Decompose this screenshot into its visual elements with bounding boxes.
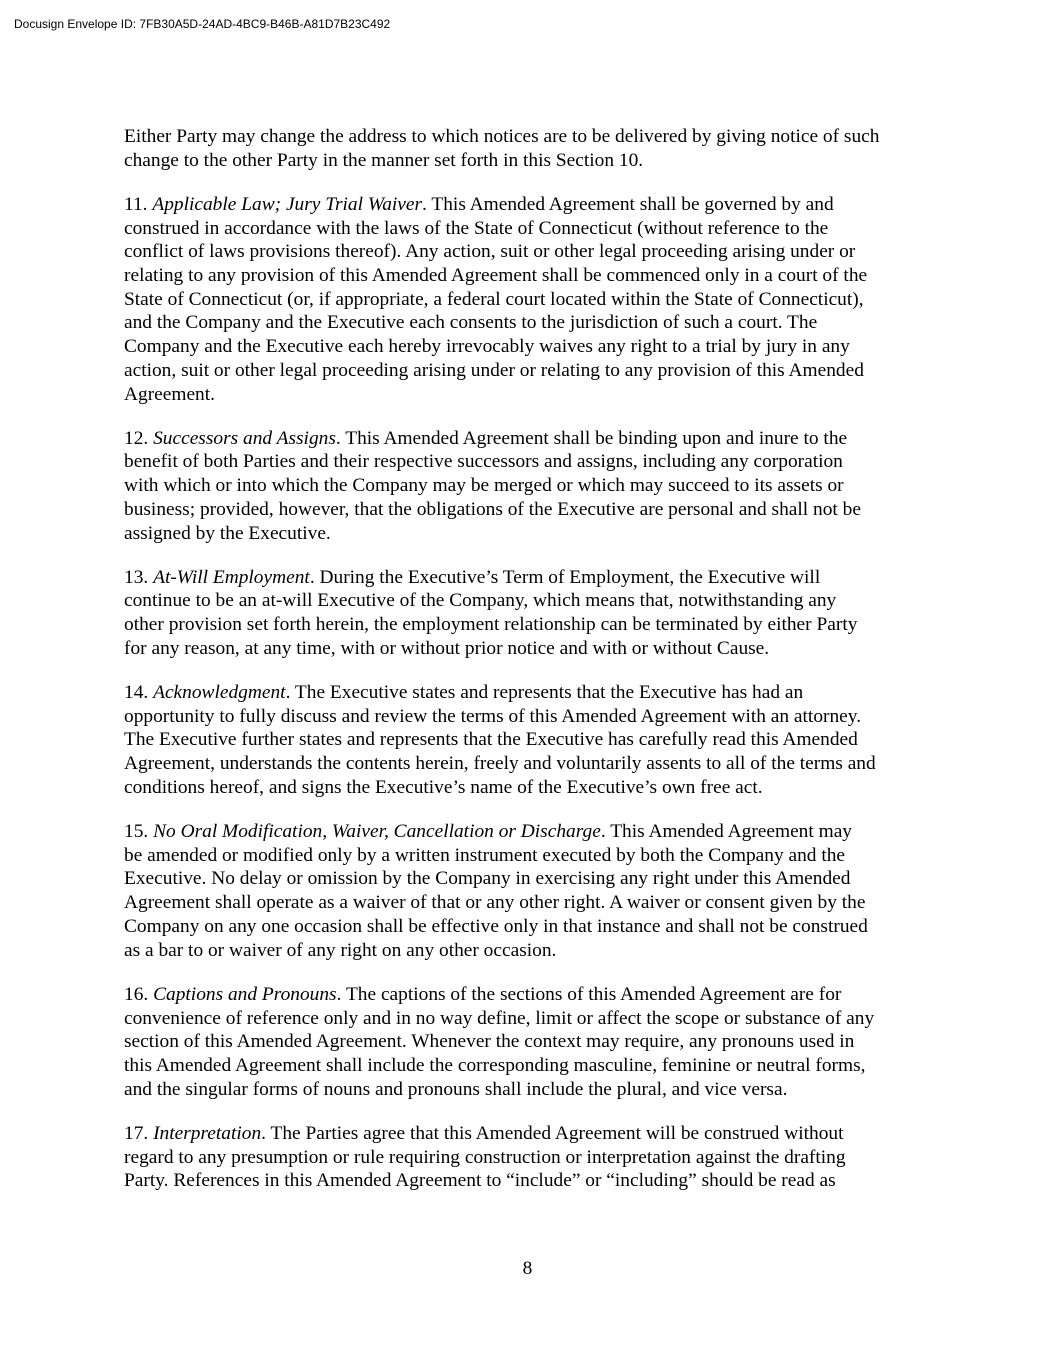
text-line: Company and the Executive each hereby irrevocably waives any right to a trial by jury in any [124, 336, 850, 358]
section-heading: Captions and Pronouns [153, 983, 337, 1005]
text-line: other provision set forth herein, the employment relationship can be terminated by either Party [124, 614, 858, 636]
paragraph-notice-continuation [124, 125, 936, 172]
section-heading: Acknowledgment [153, 682, 286, 704]
section-13-at-will-employment [124, 566, 936, 661]
section-number: 12. [124, 427, 154, 449]
section-number: 17. [124, 1122, 154, 1144]
text-line: The Executive further states and represents that the Executive has carefully read this Amended [124, 729, 858, 751]
section-text: . The captions of the sections of this Amended Agreement are for [336, 983, 842, 1005]
section-first-line [124, 427, 936, 451]
section-first-line [124, 1122, 936, 1146]
section-15-no-oral-modification [124, 820, 936, 962]
section-number: 14. [124, 682, 154, 704]
section-16-captions-and-pronouns [124, 983, 936, 1102]
section-first-line [124, 983, 936, 1007]
text-line: Agreement shall operate as a waiver of that or any other right. A waiver or consent given by the [124, 892, 866, 914]
document-body [124, 125, 936, 1213]
text-line: business; provided, however, that the obligations of the Executive are personal and shall not be [124, 498, 861, 520]
docusign-envelope-id: Docusign Envelope ID: 7FB30A5D-24AD-4BC9-B46B-A81D7B23C492 [14, 17, 391, 31]
text-line: this Amended Agreement shall include the corresponding masculine, feminine or neutral forms, [124, 1054, 866, 1076]
text-line: benefit of both Parties and their respective successors and assigns, including any corporation [124, 451, 843, 473]
section-number: 13. [124, 566, 154, 588]
text-line: continue to be an at-will Executive of the Company, which means that, notwithstanding any [124, 590, 837, 612]
text-line: conditions hereof, and signs the Executive’s name of the Executive’s own free act. [124, 776, 763, 798]
text-line: for any reason, at any time, with or without prior notice and with or without Cause. [124, 637, 770, 659]
text-line: opportunity to fully discuss and review the terms of this Amended Agreement with an attorney. [124, 705, 862, 727]
text-line: Either Party may change the address to which notices are to be delivered by giving notice of such [124, 126, 880, 147]
text-line: as a bar to or waiver of any right on any other occasion. [124, 939, 557, 961]
section-heading: Interpretation [153, 1122, 262, 1144]
section-11-applicable-law [124, 193, 936, 406]
section-heading: No Oral Modification, Waiver, Cancellation or Discharge [153, 821, 601, 843]
section-12-successors-and-assigns [124, 427, 936, 546]
text-line: Company on any one occasion shall be effective only in that instance and shall not be construed [124, 915, 868, 937]
text-line: assigned by the Executive. [124, 522, 331, 544]
text-line: with which or into which the Company may be merged or which may succeed to its assets or [124, 475, 844, 497]
text-line: Party. References in this Amended Agreement to “include” or “including” should be read as [124, 1170, 836, 1192]
text-line: convenience of reference only and in no way define, limit or affect the scope or substance of any [124, 1007, 875, 1029]
section-first-line [124, 566, 936, 590]
section-14-acknowledgment [124, 681, 936, 800]
section-text: . During the Executive’s Term of Employment, the Executive will [309, 566, 821, 588]
text-line: conflict of laws provisions thereof). Any action, suit or other legal proceeding arising under or [124, 241, 856, 263]
text-line: relating to any provision of this Amended Agreement shall be commenced only in a court of the [124, 265, 868, 287]
page-number: 8 [522, 1258, 533, 1279]
section-first-line [124, 193, 936, 217]
text-line: action, suit or other legal proceeding arising under or relating to any provision of this Amended [124, 359, 864, 381]
section-first-line [124, 681, 936, 705]
text-line: change to the other Party in the manner set forth in this Section 10. [124, 149, 644, 171]
section-text: . The Executive states and represents that the Executive has had an [285, 682, 804, 704]
section-heading: Successors and Assigns [153, 427, 336, 449]
text-line: Agreement, understands the contents herein, freely and voluntarily assents to all of the terms and [124, 753, 876, 775]
section-17-interpretation [124, 1122, 936, 1193]
section-number: 15. [124, 821, 154, 843]
section-heading: At-Will Employment [153, 566, 310, 588]
text-line: and the Company and the Executive each consents to the jurisdiction of such a court. The [124, 312, 818, 334]
text-line: be amended or modified only by a written instrument executed by both the Company and the [124, 844, 846, 866]
section-text: . The Parties agree that this Amended Agreement will be construed without [261, 1122, 844, 1144]
text-line: State of Connecticut (or, if appropriate, a federal court located within the State of Connecticut), [124, 288, 864, 310]
text-line: construed in accordance with the laws of the State of Connecticut (without reference to the [124, 217, 829, 239]
text-line: regard to any presumption or rule requiring construction or interpretation against the drafting [124, 1146, 846, 1168]
section-first-line [124, 820, 936, 844]
text-line: Agreement. [124, 383, 215, 405]
section-number: 11. [124, 193, 153, 215]
text-line: and the singular forms of nouns and pronouns shall include the plural, and vice versa. [124, 1078, 788, 1100]
text-line: Executive. No delay or omission by the Company in exercising any right under this Amended [124, 868, 851, 890]
section-text: . This Amended Agreement shall be governed by and [422, 193, 834, 215]
text-line: section of this Amended Agreement. Whenever the context may require, any pronouns used in [124, 1031, 855, 1053]
section-text: . This Amended Agreement shall be binding upon and inure to the [335, 427, 848, 449]
section-heading: Applicable Law; Jury Trial Waiver [152, 193, 423, 215]
section-number: 16. [124, 983, 154, 1005]
section-text: . This Amended Agreement may [600, 821, 852, 843]
